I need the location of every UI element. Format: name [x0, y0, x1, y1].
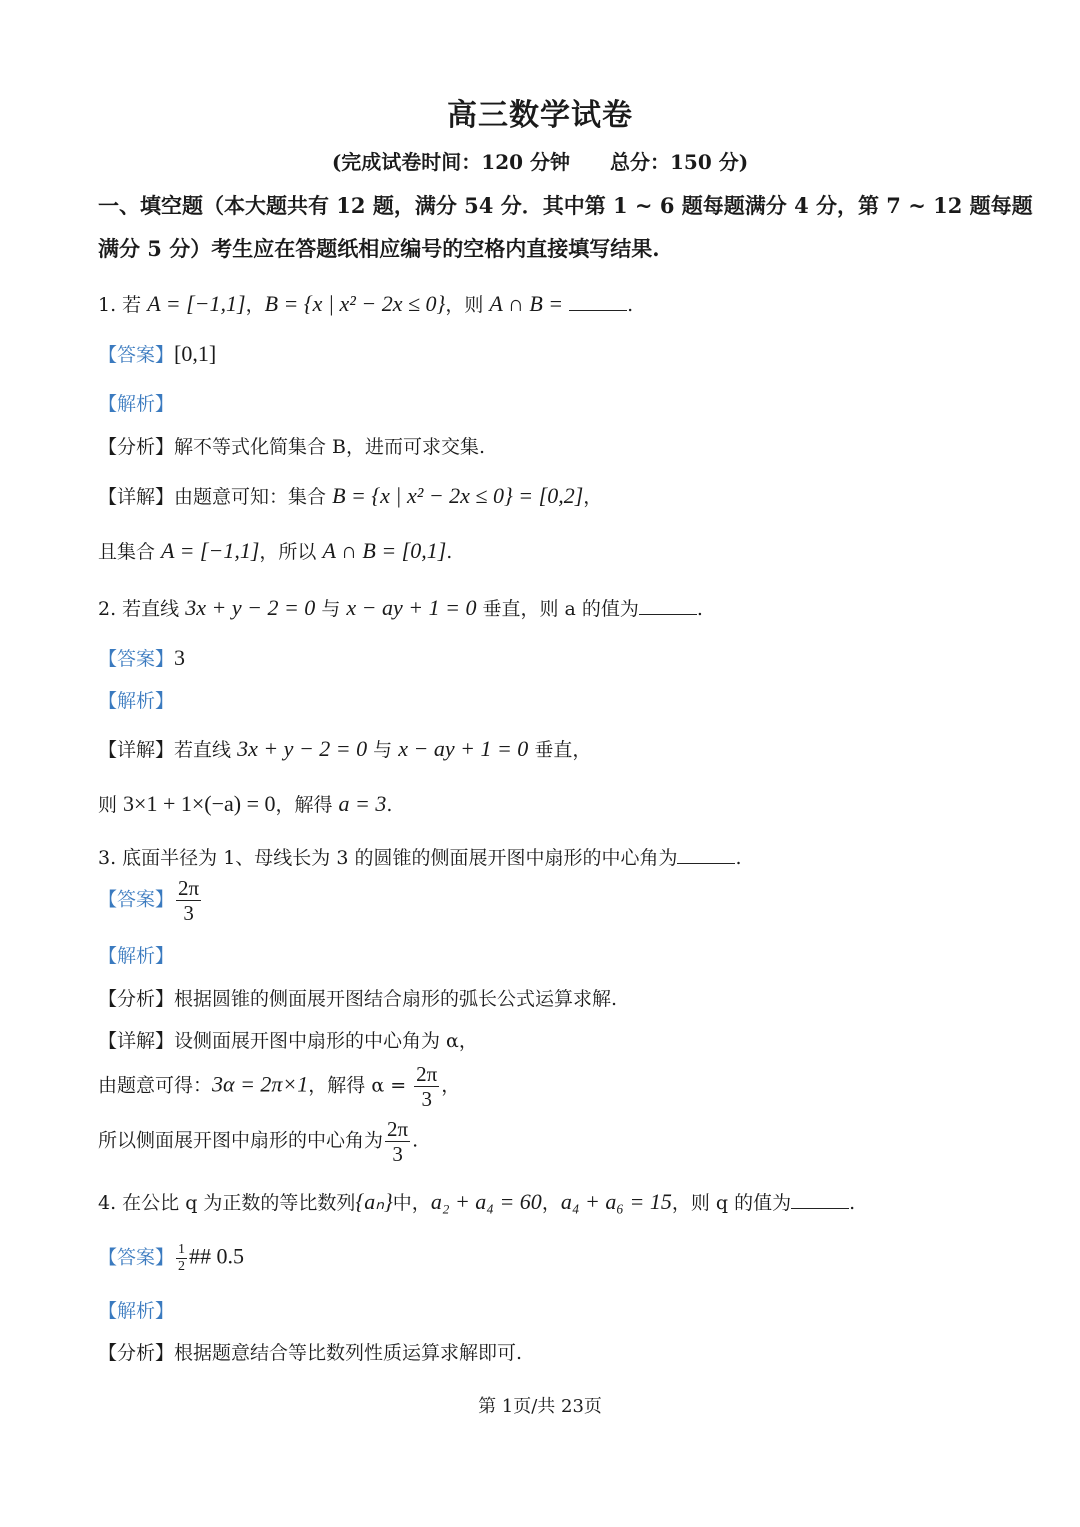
q4-answer: 【答案】 $\frac{1}{2}$ ## 0.5 — [98, 1242, 245, 1275]
set-a: A = [−1,1] — [147, 291, 246, 316]
q1-analysis: 【分析】解不等式化简集合 B，进而可求交集. — [98, 436, 486, 458]
exam-total-score: 总分：150 分) — [610, 150, 749, 174]
question-4: 4. 在公比 q 为正数的等比数列{aₙ}中，a₂ + a₄ = 60，a₄ + a₆ = 15，则 q 的值为 . — [98, 1189, 856, 1214]
q3-jiexi-tag: 【解析】 — [98, 945, 175, 967]
answer-blank — [569, 292, 627, 311]
set-b: B = {x | x² − 2x ≤ 0} — [264, 291, 446, 316]
q2-answer — [98, 644, 185, 671]
question-3: 3. 底面半径为 1、母线长为 3 的圆锥的侧面展开图中扇形的中心角为 . — [98, 847, 742, 869]
answer-value: [0,1] — [174, 341, 217, 366]
answer-blank — [791, 1190, 849, 1209]
q4-jiexi-tag: 【解析】 — [98, 1300, 175, 1322]
q1-detail: 【详解】由题意可知：集合 B = {x | x² − 2x ≤ 0} = [0,2]， — [98, 483, 603, 508]
q3-detail: 【详解】设侧面展开图中扇形的中心角为 α， — [98, 1030, 478, 1052]
detail-tag: 【详解】 — [98, 486, 175, 508]
q4-analysis: 【分析】根据题意结合等比数列性质运算求解即可. — [98, 1342, 523, 1364]
q1-jiexi-tag: 【解析】 — [98, 393, 175, 415]
answer-tag: 【答案】 — [98, 344, 175, 366]
answer-value: 3 — [174, 645, 186, 670]
question-2: 2. 若直线 3x + y − 2 = 0 与 x − ay + 1 = 0 垂直，则 a 的值为 . — [98, 595, 703, 620]
q1-detail-line2: 且集合 A = [−1,1]，所以 A ∩ B = [0,1]. — [98, 538, 453, 563]
q3-detail-line3: 所以侧面展开图中扇形的中心角为 $\frac{2\pi}{3}$ . — [98, 1117, 419, 1167]
answer-fraction: $\frac{2\pi}{3}$ — [178, 876, 200, 926]
exam-subtitle — [0, 146, 1080, 175]
q2-detail-line2: 则 3×1 + 1×(−a) = 0，解得 a = 3. — [98, 791, 393, 816]
analysis-tag: 【分析】 — [98, 1342, 175, 1364]
q2-jiexi-tag: 【解析】 — [98, 690, 175, 712]
page-title: 高三数学试卷 — [447, 98, 633, 133]
detail-tag: 【详解】 — [98, 739, 175, 761]
page-footer: 第 1页/共 23页 — [478, 1396, 602, 1417]
analysis-tag: 【分析】 — [98, 436, 175, 458]
intersection-expr: A ∩ B = — [489, 291, 564, 316]
answer-tag: 【答案】 — [98, 1246, 175, 1269]
answer-blank — [639, 596, 697, 615]
q2-detail: 【详解】若直线 3x + y − 2 = 0 与 x − ay + 1 = 0 垂直， — [98, 736, 592, 761]
question-1: 1. 若 A = [−1,1]，B = {x | x² − 2x ≤ 0}，则 A ∩ B = . — [98, 291, 634, 316]
q3-detail-line2: 由题意可得：3α = 2π×1，解得 α = $\frac{2\pi}{3}$ ， — [98, 1062, 461, 1112]
q1-answer — [98, 340, 216, 367]
section-heading-line1: 一、填空题（本大题共有 12 题，满分 54 分．其中第 1 ~ 6 题每题满分 4 分，第 7 ~ 12 题每题 — [98, 193, 1033, 218]
section-heading-line2: 满分 5 分）考生应在答题纸相应编号的空格内直接填写结果. — [98, 236, 660, 261]
answer-tag: 【答案】 — [98, 888, 175, 911]
analysis-tag: 【分析】 — [98, 988, 175, 1010]
answer-blank — [677, 845, 735, 864]
answer-fraction: $\frac{1}{2}$ — [178, 1242, 186, 1275]
q3-answer — [98, 876, 203, 925]
answer-tag: 【答案】 — [98, 648, 175, 670]
exam-time: (完成试卷时间：120 分钟 — [331, 150, 570, 174]
q3-analysis: 【分析】根据圆锥的侧面展开图结合扇形的弧长公式运算求解. — [98, 988, 618, 1010]
detail-tag: 【详解】 — [98, 1030, 175, 1052]
